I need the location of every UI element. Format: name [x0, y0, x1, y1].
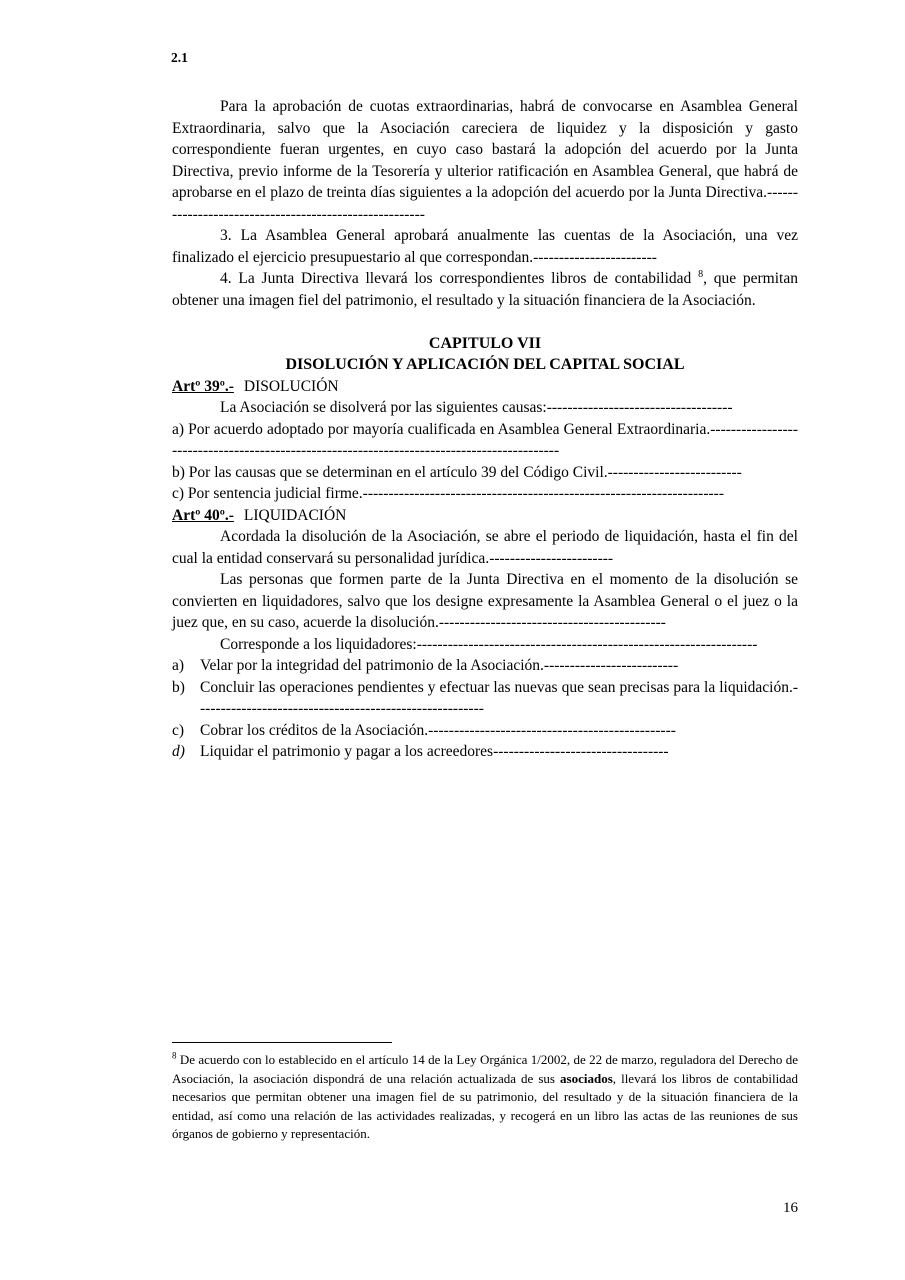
article-39-label: Artº 39º.- — [172, 377, 234, 395]
list-text-d: Liquidar el patrimonio y pagar a los acreedores---------------------------------- — [200, 743, 669, 760]
paragraph-text-post: , que permitan obtener una imagen fiel del patrimonio, el resultado y la situación financiera de la Asociación. — [172, 270, 798, 309]
list-marker-b: b) — [172, 678, 185, 696]
chapter-title: DISOLUCIÓN Y APLICACIÓN DEL CAPITAL SOCIAL — [285, 356, 685, 373]
footnote-area — [172, 1042, 798, 1144]
paragraph-text-pre: 4. La Junta Directiva llevará los correspondientes libros de contabilidad — [220, 270, 699, 287]
article-40-title: LIQUIDACIÓN — [243, 506, 347, 524]
article-40-heading — [172, 505, 798, 527]
liquidator-duty-c — [172, 720, 798, 742]
list-text-b: Concluir las operaciones pendientes y efectuar las nuevas que sean precisas para la liquidación.-------------------------------------------------------- — [200, 678, 798, 717]
section-marker: 2.1 — [171, 50, 188, 65]
footnote-bold-term: asociados — [560, 1070, 613, 1086]
cause-item-b: b) Por las causas que se determinan en el artículo 39 del Código Civil.-------------------------- — [172, 463, 742, 481]
paragraph-libros-contabilidad — [172, 268, 798, 311]
liquidator-duty-a — [172, 655, 798, 677]
list-text-c: Cobrar los créditos de la Asociación.------------------------------------------------ — [200, 721, 676, 739]
article-39-title: DISOLUCIÓN — [243, 377, 339, 395]
footnote-separator — [172, 1042, 392, 1043]
chapter-heading — [172, 333, 798, 376]
cause-item-a: a) Por acuerdo adoptado por mayoría cualificada en Asamblea General Extraordinaria.-------------------------------------------------------------------------------------------- — [172, 420, 798, 459]
article-40-label: Artº 40º.- — [172, 506, 234, 524]
liquidators-list — [172, 655, 798, 763]
footnote-body-post: , llevará los libros de contabilidad necesarios que permitan obtener una imagen fiel de su patrimonio, del resultado y de la situación financiera de la entidad, así como una relación de las actividades realizadas, y recogerá en un libro las actas de las reuniones de sus órganos de gobierno y representación. — [172, 1070, 798, 1141]
list-text-a: Velar por la integridad del patrimonio de la Asociación.-------------------------- — [200, 657, 679, 674]
footnote-reference-marker: 8 — [698, 268, 704, 280]
list-marker-c: c) — [172, 721, 185, 739]
paragraph-cuentas-anuales: 3. La Asamblea General aprobará anualmente las cuentas de la Asociación, una vez finalizado el ejercicio presupuestario al que correspondan.------------------------ — [172, 227, 798, 266]
liquidators-intro: Corresponde a los liquidadores:------------------------------------------------------------------ — [220, 635, 758, 653]
list-marker-a: a) — [172, 657, 185, 674]
liquidator-duty-b — [172, 677, 798, 720]
paragraph-periodo-liquidacion: Acordada la disolución de la Asociación, se abre el periodo de liquidación, hasta el fin del cual la entidad conservará su personalidad jurídica.------------------------ — [172, 528, 798, 567]
article-39-heading — [172, 376, 798, 398]
document-content — [172, 96, 798, 763]
list-marker-d: d) — [172, 743, 185, 760]
footnote-text — [172, 1051, 798, 1144]
paragraph-liquidadores-designacion: Las personas que formen parte de la Junta Directiva en el momento de la disolución se convierten en liquidadores, salvo que los designe expresamente la Asamblea General o el juez o la juez que, en su caso, acuerde la disolución.-------------------------------------------- — [172, 571, 798, 631]
liquidator-duty-d — [172, 741, 798, 763]
page-number: 16 — [783, 1200, 798, 1216]
chapter-number: CAPITULO VII — [428, 334, 542, 352]
footnote-number: 8 — [172, 1050, 177, 1061]
footnote-body-pre: De acuerdo con lo establecido en el artículo 14 de la Ley Orgánica 1/2002, de 22 de marzo, reguladora del Derecho de Asociación, la asociación dispondrá de una relación actualizada de sus — [172, 1052, 798, 1086]
paragraph-cuotas-extraordinarias: Para la aprobación de cuotas extraordinarias, habrá de convocarse en Asamblea General Extraordinaria, salvo que la Asociación careciera de liquidez y la disposición y gasto correspondiente fueran urgentes, en cuyo caso bastará la adopción del acuerdo por la Junta Directiva, previo informe de la Tesorería y ulterior ratificación en Asamblea General, que habrá de aprobarse en el plazo de treinta días siguientes a la adopción del acuerdo por la Junta Directiva.------------------------------------------------------- — [172, 98, 798, 223]
cause-item-c: c) Por sentencia judicial firme.---------------------------------------------------------------------- — [172, 485, 724, 502]
article-39-intro: La Asociación se disolverá por las siguientes causas:------------------------------------ — [220, 399, 733, 416]
